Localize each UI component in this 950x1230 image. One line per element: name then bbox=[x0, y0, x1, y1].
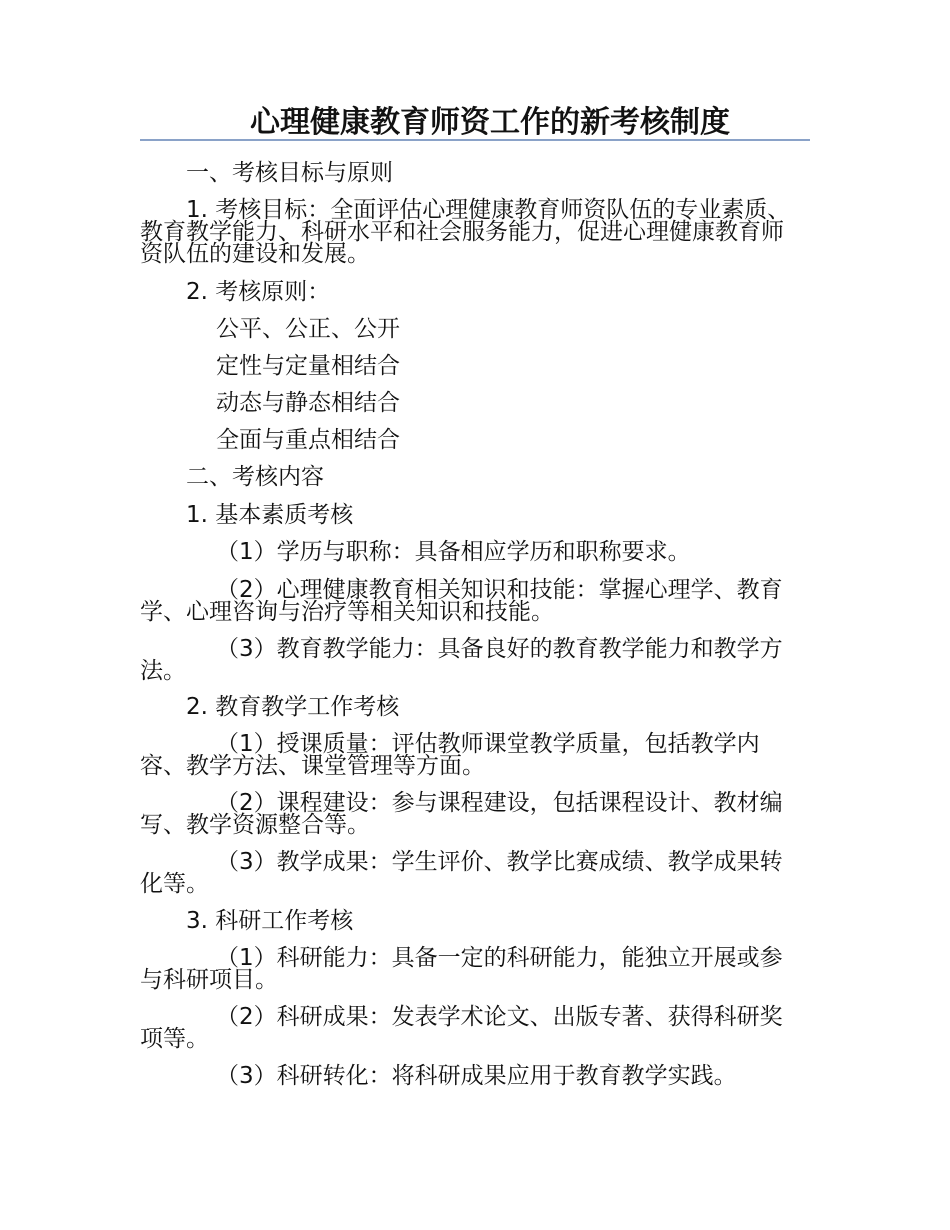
principle-item: 公平、公正、公开 bbox=[216, 316, 400, 342]
principle-item: 全面与重点相结合 bbox=[216, 427, 400, 453]
research-heading: 3. 科研工作考核 bbox=[186, 908, 354, 934]
basic-quality-item: （3）教育教学能力：具备良好的教育教学能力和教学方法。 bbox=[140, 636, 783, 684]
research-item: （2）科研成果：发表学术论文、出版专著、获得科研奖项等。 bbox=[140, 1004, 783, 1052]
teaching-heading: 2. 教育教学工作考核 bbox=[186, 694, 400, 720]
goal-paragraph: 1. 考核目标：全面评估心理健康教育师资队伍的专业素质、教育教学能力、科研水平和社会服务能力，促进心理健康教育师资队伍的建设和发展。 bbox=[140, 197, 791, 267]
principle-item: 动态与静态相结合 bbox=[216, 390, 400, 416]
section-heading-content: 二、考核内容 bbox=[186, 464, 324, 490]
title-underline bbox=[140, 139, 810, 141]
basic-quality-heading: 1. 基本素质考核 bbox=[186, 502, 354, 528]
document-title: 心理健康教育师资工作的新考核制度 bbox=[250, 105, 730, 140]
teaching-item: （3）教学成果：学生评价、教学比赛成绩、教学成果转化等。 bbox=[140, 849, 783, 897]
principle-item: 定性与定量相结合 bbox=[216, 353, 400, 379]
principles-heading: 2. 考核原则： bbox=[186, 279, 331, 305]
basic-quality-item: （2）心理健康教育相关知识和技能：掌握心理学、教育学、心理咨询与治疗等相关知识和技能。 bbox=[140, 577, 783, 625]
teaching-item: （2）课程建设：参与课程建设，包括课程设计、教材编写、教学资源整合等。 bbox=[140, 790, 783, 838]
teaching-item: （1）授课质量：评估教师课堂教学质量，包括教学内容、教学方法、课堂管理等方面。 bbox=[140, 731, 760, 779]
basic-quality-item: （1）学历与职称：具备相应学历和职称要求。 bbox=[216, 539, 691, 565]
research-item: （1）科研能力：具备一定的科研能力，能独立开展或参与科研项目。 bbox=[140, 945, 783, 993]
research-item: （3）科研转化：将科研成果应用于教育教学实践。 bbox=[216, 1063, 737, 1089]
section-heading-goals: 一、考核目标与原则 bbox=[186, 160, 393, 186]
